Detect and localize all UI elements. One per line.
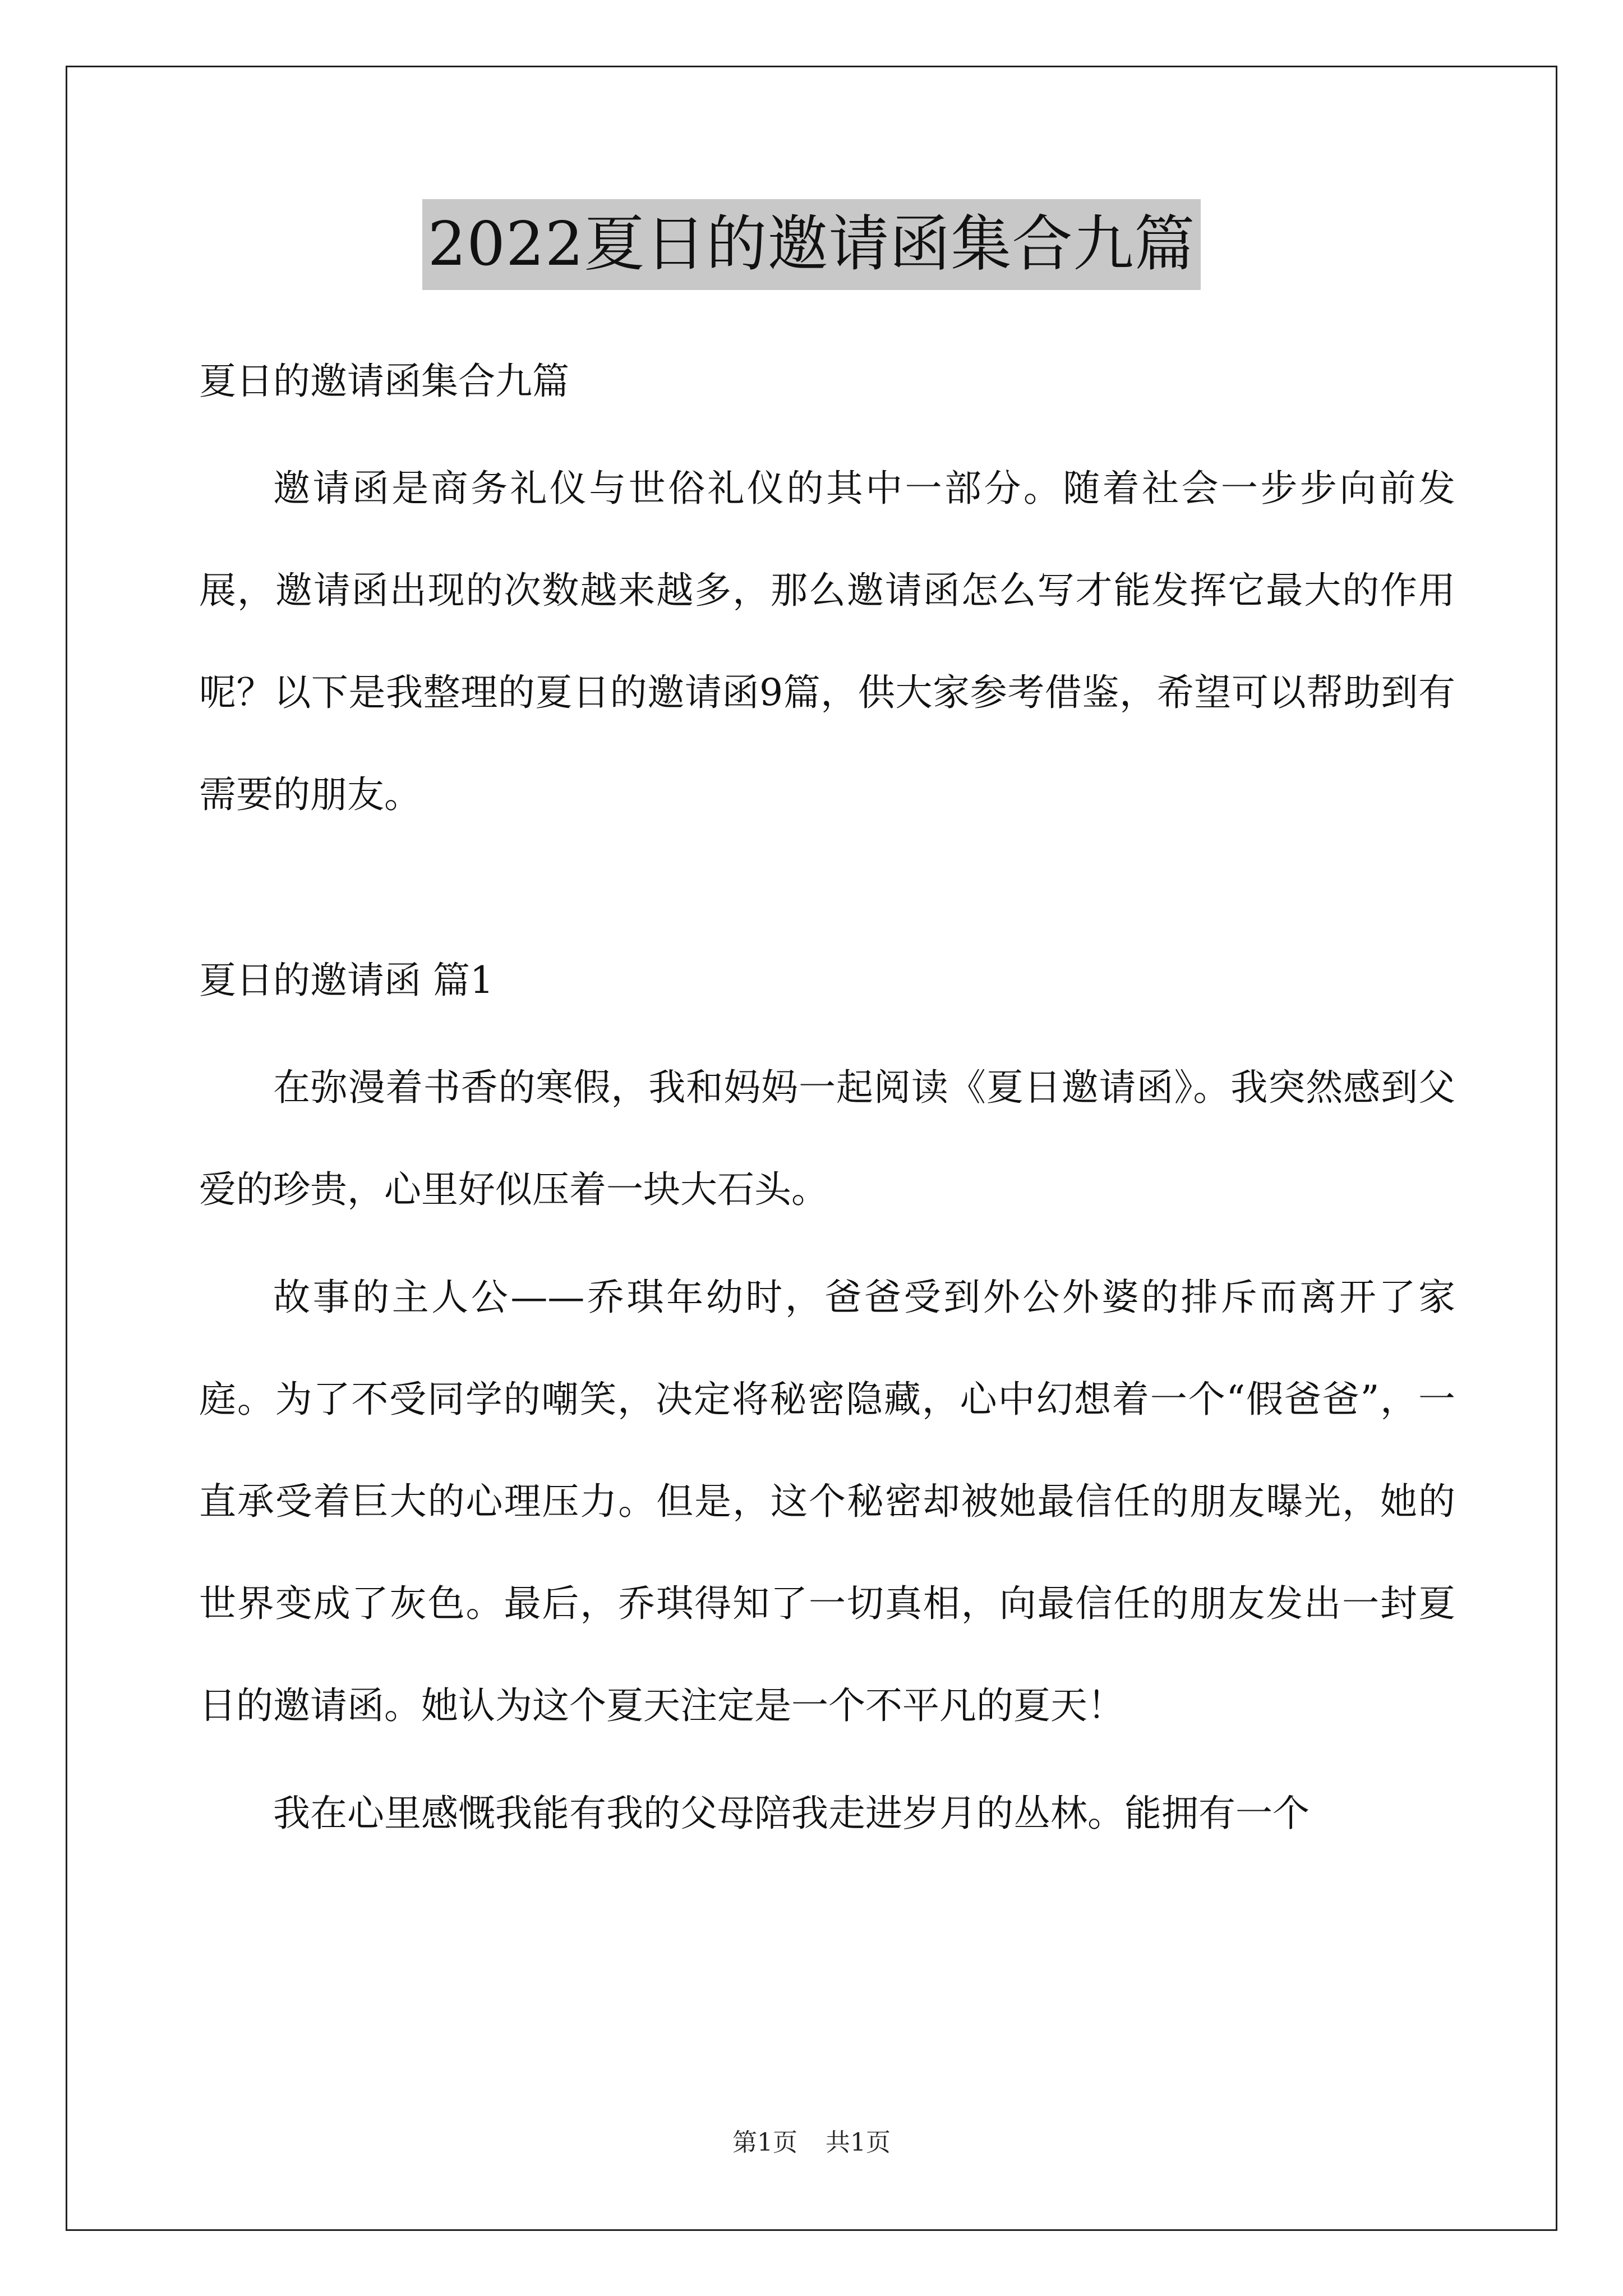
spacer [199,1241,1455,1246]
document-subtitle: 夏日的邀请函集合九篇 [199,360,569,403]
title-block [0,199,1623,290]
body-paragraph: 我在心里感慨我能有我的父母陪我走进岁月的丛林。能拥有一个 [273,1792,1310,1835]
document-body [199,331,1455,1865]
spacer [199,1031,1455,1037]
page-number: 第1页 [732,2128,797,2157]
section-heading: 夏日的邀请函 篇1 [199,959,494,1002]
page-footer [0,2126,1623,2160]
body-paragraph: 在弥漫着书香的寒假，我和妈妈一起阅读《夏日邀请函》。我突然感到父爱的珍贵，心里好似压着一块大石头。 [199,1066,1455,1211]
spacer [199,1757,1455,1763]
spacer [199,432,1455,438]
spacer [199,846,1455,930]
body-paragraph: 故事的主人公——乔琪年幼时，爸爸受到外公外婆的排斥而离开了家庭。为了不受同学的嘲笑，决定将秘密隐藏，心中幻想着一个“假爸爸”，一直承受着巨大的心理压力。但是，这个秘密却被她最信任的朋友曝光，她的世界变成了灰色。最后，乔琪得知了一切真相，向最信任的朋友发出一封夏日的邀请函。她认为这个夏天注定是一个不平凡的夏天！ [199,1276,1455,1727]
intro-paragraph: 邀请函是商务礼仪与世俗礼仪的其中一部分。随着社会一步步向前发展，邀请函出现的次数越来越多，那么邀请函怎么写才能发挥它最大的作用呢？以下是我整理的夏日的邀请函9篇，供大家参考借鉴，希望可以帮助到有需要的朋友。 [199,467,1455,816]
page-total: 共1页 [826,2128,891,2157]
document-title: 2022夏日的邀请函集合九篇 [422,199,1201,290]
